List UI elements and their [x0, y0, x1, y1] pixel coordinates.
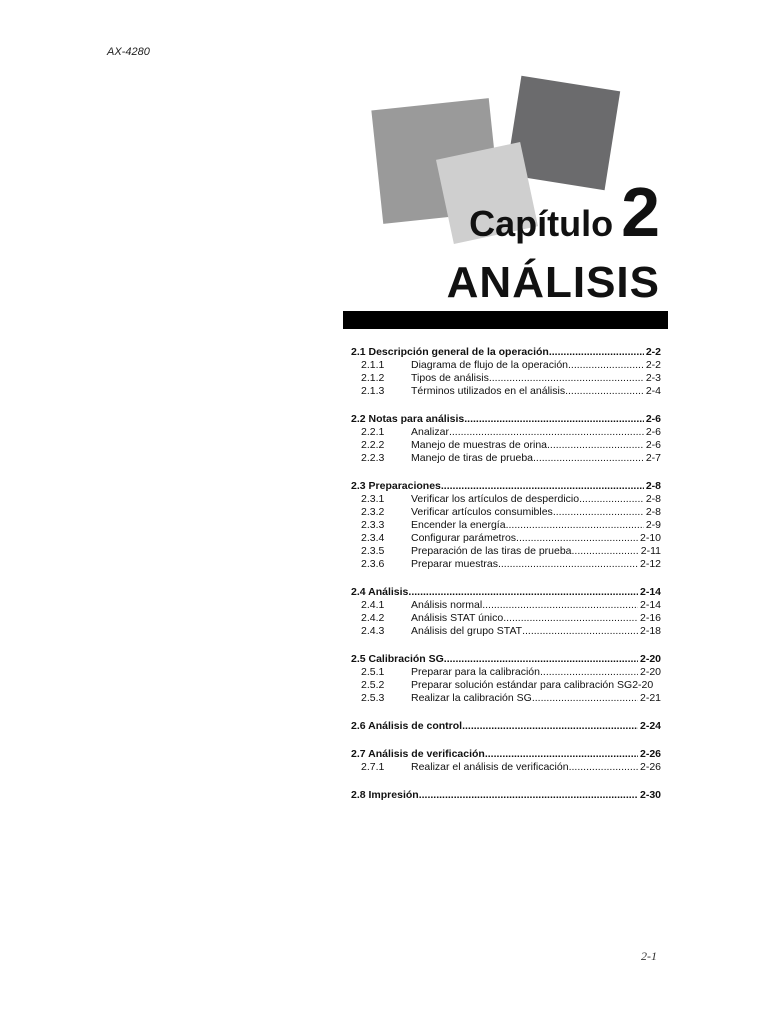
toc-subsection-entry[interactable]	[351, 612, 661, 625]
toc-subsection-entry[interactable]	[351, 761, 661, 774]
title-divider-bar	[343, 311, 668, 329]
toc-section-label: 2.1 Descripción general de la operación	[351, 346, 549, 358]
toc-subsection-number: 2.3.4	[361, 532, 385, 544]
toc-leader-dots	[540, 666, 638, 679]
toc-subsection-number: 2.2.1	[361, 426, 385, 438]
toc-section-entry[interactable]	[351, 748, 661, 761]
toc-section-page: 2-6	[645, 413, 661, 425]
toc-section-page: 2-26	[639, 748, 661, 760]
toc-leader-dots	[444, 653, 638, 666]
toc-leader-dots	[498, 558, 638, 571]
toc-section-entry[interactable]	[351, 653, 661, 666]
toc-subsection-label: Análisis normal	[411, 599, 483, 611]
toc-subsection-number: 2.3.6	[361, 558, 385, 570]
toc-section	[351, 653, 661, 705]
toc-subsection-number: 2.2.2	[361, 439, 385, 451]
toc-section-entry[interactable]	[351, 480, 661, 493]
toc-subsection-label: Verificar los artículos de desperdicio	[411, 493, 580, 505]
toc-subsection-number: 2.5.2	[361, 679, 385, 691]
toc-subsection-label: Preparar muestras	[411, 558, 498, 570]
toc-subsection-page: 2-6	[645, 426, 661, 438]
toc-subsection-number: 2.1.2	[361, 372, 385, 384]
toc-section-page: 2-20	[639, 653, 661, 665]
toc-leader-dots	[485, 748, 638, 761]
toc-section-entry[interactable]	[351, 789, 661, 802]
toc-leader-dots	[441, 480, 644, 493]
toc-subsection-entry[interactable]	[351, 493, 661, 506]
toc-subsection-label: Manejo de muestras de orina	[411, 439, 547, 451]
toc-subsection-page: 2-18	[639, 625, 661, 637]
toc-leader-dots	[549, 346, 644, 359]
toc-subsection-label: Encender la energía	[411, 519, 506, 531]
toc-leader-dots	[482, 599, 638, 612]
chapter-title: ANÁLISIS	[446, 258, 660, 307]
toc-subsection-page: 2-26	[639, 761, 661, 773]
toc-subsection-entry[interactable]	[351, 426, 661, 439]
toc-subsection-entry[interactable]	[351, 558, 661, 571]
toc-section	[351, 346, 661, 398]
toc-leader-dots	[579, 493, 644, 506]
toc-subsection-label: Análisis del grupo STAT	[411, 625, 523, 637]
toc-leader-dots	[565, 385, 644, 398]
toc-section-page: 2-2	[645, 346, 661, 358]
toc-subsection-number: 2.3.1	[361, 493, 385, 505]
toc-subsection-number: 2.5.1	[361, 666, 385, 678]
toc-leader-dots	[572, 545, 639, 558]
toc-subsection-label: Diagrama de flujo de la operación	[411, 359, 569, 371]
toc-subsection-entry[interactable]	[351, 679, 661, 692]
toc-subsection-page: 2-8	[645, 506, 661, 518]
toc-subsection-entry[interactable]	[351, 506, 661, 519]
toc-subsection-number: 2.3.2	[361, 506, 385, 518]
toc-subsection-entry[interactable]	[351, 385, 661, 398]
toc-subsection-entry[interactable]	[351, 532, 661, 545]
toc-section	[351, 586, 661, 638]
toc-subsection-entry[interactable]	[351, 372, 661, 385]
toc-subsection-entry[interactable]	[351, 545, 661, 558]
toc-section-label: 2.2 Notas para análisis	[351, 413, 465, 425]
toc-section-page: 2-24	[639, 720, 661, 732]
toc-section-page: 2-8	[645, 480, 661, 492]
toc-subsection-page: 2-12	[639, 558, 661, 570]
toc-subsection-entry[interactable]	[351, 519, 661, 532]
toc-section-label: 2.3 Preparaciones	[351, 480, 441, 492]
toc-subsection-entry[interactable]	[351, 692, 661, 705]
toc-section-page: 2-14	[639, 586, 661, 598]
toc-subsection-number: 2.1.3	[361, 385, 385, 397]
toc-subsection-page: 2-14	[639, 599, 661, 611]
toc-subsection-page: 2-10	[639, 532, 661, 544]
toc-section-label: 2.4 Análisis	[351, 586, 409, 598]
toc-subsection-page: 2-2	[645, 359, 661, 371]
toc-subsection-page: 2-11	[640, 545, 661, 557]
toc-leader-dots	[522, 625, 638, 638]
chapter-word: Capítulo	[469, 203, 614, 244]
toc-leader-dots	[533, 452, 644, 465]
toc-subsection-label: Preparar para la calibración	[411, 666, 540, 678]
toc-subsection-label: Tipos de análisis	[411, 372, 489, 384]
toc-subsection-number: 2.3.5	[361, 545, 385, 557]
chapter-heading	[469, 172, 660, 252]
toc-leader-dots	[568, 359, 644, 372]
toc-section-page: 2-30	[639, 789, 661, 801]
toc-subsection-page: 2-20	[639, 666, 661, 678]
toc-leader-dots	[449, 426, 644, 439]
toc-section-entry[interactable]	[351, 586, 661, 599]
toc-section	[351, 789, 661, 802]
toc-leader-dots	[547, 439, 644, 452]
toc-subsection-entry[interactable]	[351, 359, 661, 372]
toc-subsection-label: Preparación de las tiras de prueba	[411, 545, 572, 557]
toc-subsection-number: 2.4.2	[361, 612, 385, 624]
toc-subsection-page: 2-16	[639, 612, 661, 624]
toc-leader-dots	[532, 692, 638, 705]
chapter-number: 2	[621, 173, 660, 251]
toc-leader-dots	[569, 761, 638, 774]
toc-subsection-page: 2-4	[645, 385, 661, 397]
toc-subsection-page: 2-9	[645, 519, 661, 531]
toc-leader-dots	[553, 506, 644, 519]
toc-section	[351, 413, 661, 465]
toc-section-label: 2.7 Análisis de verificación	[351, 748, 485, 760]
table-of-contents	[351, 346, 661, 817]
toc-section-entry[interactable]	[351, 720, 661, 733]
toc-subsection-page: 2-21	[639, 692, 661, 704]
toc-leader-dots	[464, 413, 644, 426]
toc-subsection-label: Términos utilizados en el análisis	[411, 385, 566, 397]
toc-subsection-number: 2.4.1	[361, 599, 385, 611]
toc-subsection-label: Verificar artículos consumibles	[411, 506, 553, 518]
toc-section-label: 2.6 Análisis de control	[351, 720, 463, 732]
model-header: AX-4280	[107, 46, 150, 58]
toc-leader-dots	[506, 519, 644, 532]
toc-subsection-label: Configurar parámetros	[411, 532, 517, 544]
toc-section-entry[interactable]	[351, 413, 661, 426]
toc-section-label: 2.5 Calibración SG	[351, 653, 444, 665]
toc-section	[351, 748, 661, 774]
toc-subsection-entry[interactable]	[351, 666, 661, 679]
toc-subsection-page: 2-7	[645, 452, 661, 464]
toc-leader-dots	[419, 789, 638, 802]
toc-subsection-page: 2-8	[645, 493, 661, 505]
toc-subsection-label: Manejo de tiras de prueba	[411, 452, 533, 464]
toc-subsection-label: Preparar solución estándar para calibración SG	[411, 679, 633, 691]
toc-section-entry[interactable]	[351, 346, 661, 359]
toc-subsection-page: 2-3	[645, 372, 661, 384]
toc-subsection-number: 2.3.3	[361, 519, 385, 531]
toc-subsection-number: 2.4.3	[361, 625, 385, 637]
toc-subsection-page: 2-6	[645, 439, 661, 451]
toc-subsection-label: Analizar	[411, 426, 449, 438]
toc-subsection-label: Realizar el análisis de verificación	[411, 761, 569, 773]
toc-leader-dots	[408, 586, 638, 599]
toc-subsection-page: 2-20	[632, 679, 654, 691]
toc-subsection-number: 2.5.3	[361, 692, 385, 704]
toc-section	[351, 480, 661, 571]
toc-subsection-number: 2.7.1	[361, 761, 385, 773]
page-number: 2-1	[641, 949, 657, 963]
toc-leader-dots	[516, 532, 638, 545]
toc-subsection-label: Análisis STAT único	[411, 612, 504, 624]
toc-subsection-number: 2.2.3	[361, 452, 385, 464]
toc-subsection-entry[interactable]	[351, 452, 661, 465]
toc-subsection-number: 2.1.1	[361, 359, 385, 371]
toc-leader-dots	[489, 372, 644, 385]
toc-section	[351, 720, 661, 733]
toc-subsection-entry[interactable]	[351, 439, 661, 452]
toc-subsection-entry[interactable]	[351, 625, 661, 638]
toc-subsection-label: Realizar la calibración SG	[411, 692, 532, 704]
toc-leader-dots	[462, 720, 638, 733]
toc-subsection-entry[interactable]	[351, 599, 661, 612]
toc-section-label: 2.8 Impresión	[351, 789, 419, 801]
toc-leader-dots	[503, 612, 638, 625]
